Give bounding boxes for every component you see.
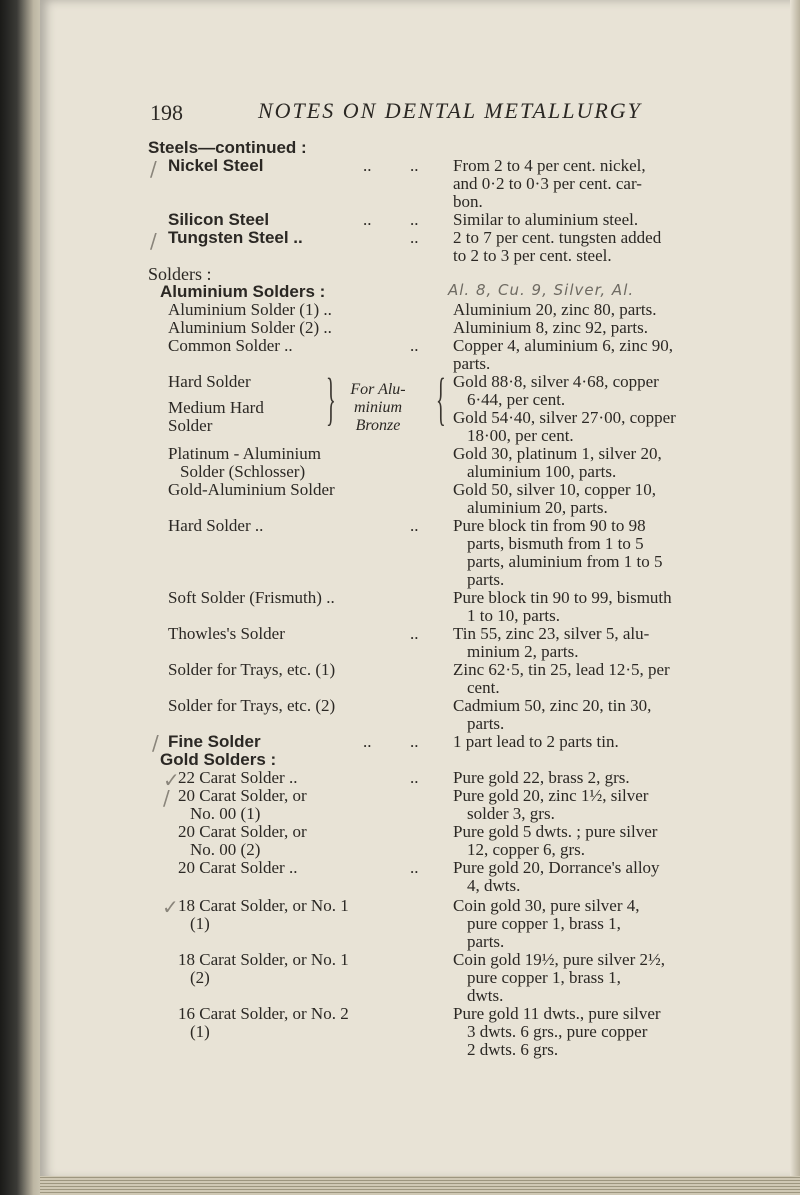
handwritten-note: Al. 8, Cu. 9, Silver, Al.: [448, 281, 635, 299]
brace-left: }: [326, 366, 336, 431]
section-heading-steels: Steels—continued :: [148, 138, 307, 157]
leader-dots: ..: [410, 732, 419, 751]
entry-desc-20-carat-3: Pure gold 20, Dorrance's alloy 4, dwts.: [453, 858, 660, 895]
subheading-gold-solders: Gold Solders :: [160, 750, 277, 769]
subheading-aluminium-solders: Aluminium Solders :: [160, 282, 326, 301]
entry-name-thowles-solder: Thowles's Solder: [168, 624, 285, 643]
checkmark-icon: ✓: [162, 895, 179, 919]
entry-desc-hard-solder: Pure block tin from 90 to 98 parts, bismuth from 1 to 5 parts, aluminium from 1 to 5 parts.: [453, 516, 663, 589]
entry-name-20-carat-3: 20 Carat Solder ..: [178, 858, 298, 877]
entry-desc-aluminium-solder-1: Aluminium 20, zinc 80, parts.: [453, 300, 657, 319]
entry-name-aluminium-solder-1: Aluminium Solder (1) ..: [168, 300, 332, 319]
entry-desc-platinum-aluminium: Gold 30, platinum 1, silver 20, aluminium 100, parts.: [453, 444, 662, 481]
entry-desc-aluminium-solder-2: Aluminium 8, zinc 92, parts.: [453, 318, 649, 337]
pencil-mark-icon: /: [150, 229, 157, 253]
entry-desc-thowles-solder: Tin 55, zinc 23, silver 5, alu- minium 2, parts.: [453, 624, 650, 661]
entry-name-silicon-steel: Silicon Steel: [168, 210, 270, 229]
checkmark-icon: ✓: [163, 768, 180, 792]
entry-name-trays-solder-1: Solder for Trays, etc. (1): [168, 660, 336, 679]
leader-dots: ..: [410, 336, 419, 355]
page-number: 198: [150, 100, 183, 125]
entry-name-22-carat: 22 Carat Solder ..: [178, 768, 298, 787]
pencil-mark-icon: /: [152, 731, 159, 755]
brace-right: {: [436, 366, 446, 431]
entry-name-16-carat: 16 Carat Solder, or No. 2 (1): [178, 1004, 349, 1041]
entry-desc-bronze-solders: Gold 88·8, silver 4·68, copper 6·44, per cent. Gold 54·40, silver 27·00, copper 18·00, per cent.: [453, 372, 676, 445]
entry-name-20-carat-2: 20 Carat Solder, or No. 00 (2): [178, 822, 307, 859]
leader-dots: ..: [410, 228, 419, 247]
leader-dots: ..: [410, 768, 419, 787]
leader-dots: ..: [410, 858, 419, 877]
entry-name-hard-solder: Hard Solder ..: [168, 516, 264, 535]
entry-desc-nickel-steel: From 2 to 4 per cent. nickel, and 0·2 to 0·3 per cent. car- bon.: [453, 156, 646, 211]
pencil-mark-icon: /: [150, 157, 157, 181]
entry-desc-16-carat: Pure gold 11 dwts., pure silver 3 dwts. 6 grs., pure copper 2 dwts. 6 grs.: [453, 1004, 661, 1059]
entry-desc-22-carat: Pure gold 22, brass 2, grs.: [453, 768, 630, 787]
entry-name-tungsten-steel: Tungsten Steel ..: [168, 228, 303, 247]
entry-name-20-carat-1: 20 Carat Solder, or No. 00 (1): [178, 786, 307, 823]
page-stack-edge: [40, 1176, 800, 1195]
entry-desc-trays-solder-2: Cadmium 50, zinc 20, tin 30, parts.: [453, 696, 652, 733]
entry-desc-20-carat-1: Pure gold 20, zinc 1½, silver solder 3, grs.: [453, 786, 649, 823]
leader-dots: ..: [410, 210, 419, 229]
entry-name-soft-solder-frismuth: Soft Solder (Frismuth) ..: [168, 588, 335, 607]
entry-name-hard-solder-bronze: Hard Solder: [168, 372, 251, 391]
entry-desc-common-solder: Copper 4, aluminium 6, zinc 90, parts.: [453, 336, 674, 373]
running-title: NOTES ON DENTAL METALLURGY: [258, 98, 642, 123]
entry-name-aluminium-solder-2: Aluminium Solder (2) ..: [168, 318, 332, 337]
entry-name-medium-hard-solder: Medium Hard Solder: [168, 398, 264, 435]
entry-name-18-carat-2: 18 Carat Solder, or No. 1 (2): [178, 950, 349, 987]
entry-desc-20-carat-2: Pure gold 5 dwts. ; pure silver 12, copper 6, grs.: [453, 822, 658, 859]
entry-desc-fine-solder: 1 part lead to 2 parts tin.: [453, 732, 619, 751]
entry-desc-gold-aluminium: Gold 50, silver 10, copper 10, aluminium 20, parts.: [453, 480, 657, 517]
entry-desc-tungsten-steel: 2 to 7 per cent. tungsten added to 2 to 3 per cent. steel.: [453, 228, 662, 265]
leader-dots: ..: [363, 732, 372, 751]
pencil-mark-icon: /: [163, 786, 170, 810]
leader-dots: ..: [410, 624, 419, 643]
entry-desc-soft-solder-frismuth: Pure block tin 90 to 99, bismuth 1 to 10, parts.: [453, 588, 672, 625]
leader-dots: ..: [363, 156, 372, 175]
entry-name-gold-aluminium: Gold-Aluminium Solder: [168, 480, 335, 499]
brace-label-aluminium-bronze: For Alu- minium Bronze: [350, 381, 406, 434]
section-heading-solders: Solders :: [148, 264, 212, 284]
leader-dots: ..: [363, 210, 372, 229]
entry-name-trays-solder-2: Solder for Trays, etc. (2): [168, 696, 336, 715]
leader-dots: ..: [410, 156, 419, 175]
entry-name-common-solder: Common Solder ..: [168, 336, 293, 355]
entry-desc-18-carat-1: Coin gold 30, pure silver 4, pure copper 1, brass 1, parts.: [453, 896, 640, 951]
entry-name-fine-solder: Fine Solder: [168, 732, 261, 751]
entry-name-18-carat-1: 18 Carat Solder, or No. 1 (1): [178, 896, 349, 933]
entry-name-nickel-steel: Nickel Steel: [168, 156, 264, 175]
entry-desc-trays-solder-1: Zinc 62·5, tin 25, lead 12·5, per cent.: [453, 660, 670, 697]
entry-desc-silicon-steel: Similar to aluminium steel.: [453, 210, 639, 229]
entry-desc-18-carat-2: Coin gold 19½, pure silver 2½, pure copper 1, brass 1, dwts.: [453, 950, 666, 1005]
entry-name-platinum-aluminium: Platinum - Aluminium Solder (Schlosser): [168, 444, 322, 481]
leader-dots: ..: [410, 516, 419, 535]
